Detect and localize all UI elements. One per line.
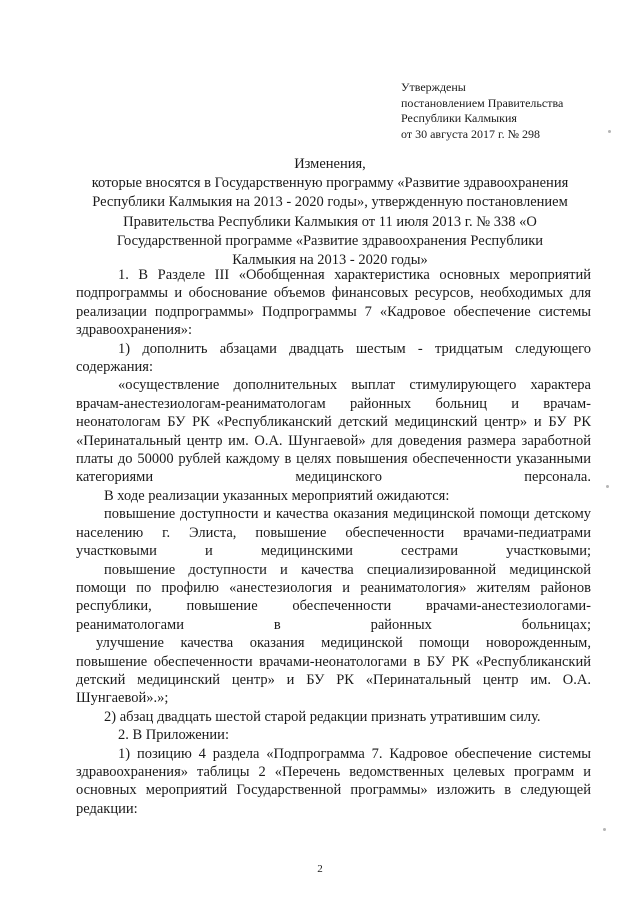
title-line: Республики Калмыкия на 2013 - 2020 годы», утвержденную постановлением (92, 194, 568, 211)
document-title (60, 155, 600, 270)
paragraph-section-1: 1. В Разделе III «Обобщенная характеристика основных мероприятий подпрограммы и обоснование объемов финансовых ресурсов, необходимых для реализации подпрограммы» Подпрограммы 7 «Кадровое обеспечение системы здравоохранения»: (76, 267, 591, 339)
paragraph-item-2: 2) абзац двадцать шестой старой редакции признать утратившим силу. (104, 708, 541, 725)
paragraph-outcome-3: улучшение качества оказания медицинской помощи новорожденным, повышение обеспеченности врачами-неонатологами в БУ РК «Республиканский детский медицинский центр» и БУ РК «Перинатальный центр им. О.А. Шунгаевой».»; (76, 635, 591, 707)
approval-line: постановлением Правительства (401, 95, 564, 110)
document-body (76, 266, 591, 818)
page-number: 2 (317, 863, 323, 875)
scan-mark (603, 828, 606, 831)
title-line: которые вносятся в Государственную программу «Развитие здравоохранения (91, 175, 569, 192)
scan-mark (606, 485, 609, 488)
paragraph-quoted-text: «осуществление дополнительных выплат стимулирующего характера врачам-анестезиологам-реаниматологам районных больниц и врачам-неонатологам БУ РК «Республиканский детский медицинский центр» и БУ РК «Перинатальный центр им. О.А. Шунгаевой» для доведения размера заработной платы до 50000 рублей каждому в целях повышения обеспеченности указанными категориями медицинского персонала. (76, 377, 591, 486)
approval-line: Республики Калмыкия (401, 111, 517, 125)
title-line: Изменения, (294, 156, 366, 172)
approval-line: Утверждены (401, 80, 466, 94)
approval-line: от 30 августа 2017 г. № 298 (401, 126, 541, 141)
title-line: Государственной программе «Развитие здравоохранения Республики (116, 232, 544, 249)
paragraph-expected: В ходе реализации указанных мероприятий ожидаются: (104, 487, 450, 504)
title-line: Правительства Республики Калмыкия от 11 июля 2013 г. № 338 «О (123, 213, 537, 230)
paragraph-outcome-2: повышение доступности и качества специализированной медицинской помощи по профилю «анестезиология и реаниматология» жителям районов республики, повышение обеспеченности врачами-анестезиологами-реаниматологами в районных больницах; (76, 561, 591, 633)
title-line: Калмыкия на 2013 - 2020 годы» (232, 252, 428, 269)
paragraph-item-1: 1) дополнить абзацами двадцать шестым - тридцатым следующего содержания: (76, 340, 591, 376)
paragraph-section-2: 2. В Приложении: (118, 727, 229, 744)
paragraph-appendix-item: 1) позицию 4 раздела «Подпрограмма 7. Кадровое обеспечение системы здравоохранения» таблицы 2 «Перечень ведомственных целевых программ и основных мероприятий Государственной программы» изложить в следующей редакции: (76, 745, 591, 817)
approval-stamp (401, 80, 563, 142)
paragraph-outcome-1: повышение доступности и качества оказания медицинской помощи детскому населению г. Элиста, повышение обеспеченности врачами-педиатрами участковыми и медицинскими сестрами участковыми; (76, 506, 591, 560)
scan-mark (608, 130, 611, 133)
